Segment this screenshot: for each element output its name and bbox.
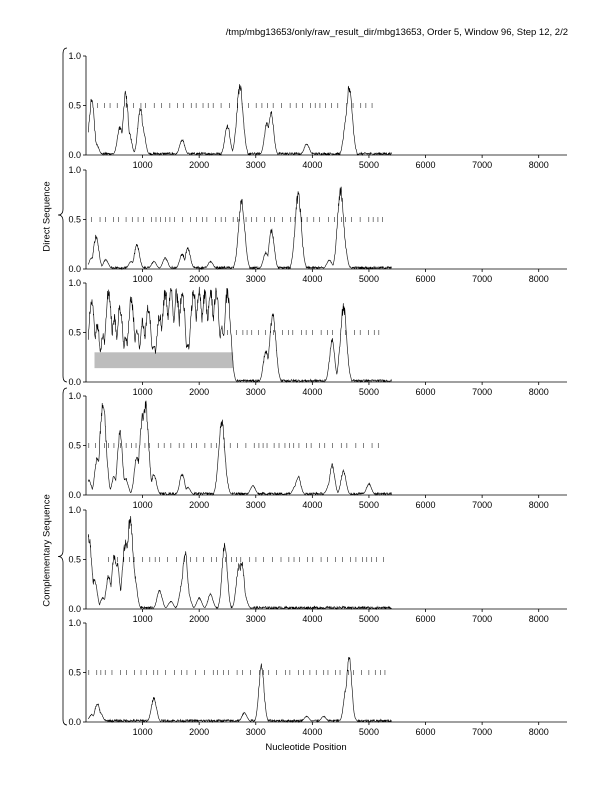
complementary-sequence-label: Complementary Sequence [41, 494, 53, 607]
x-tick-label: 4000 [302, 387, 323, 397]
y-tick-label: 0.5 [68, 554, 81, 565]
x-tick-label: 2000 [189, 274, 210, 284]
y-tick-label: 0.5 [68, 440, 81, 451]
x-tick-label: 8000 [528, 387, 549, 397]
y-tick-label: 1.0 [68, 278, 81, 288]
x-tick-label: 6000 [415, 274, 436, 284]
x-tick-label: 2000 [189, 387, 210, 397]
x-tick-label: 1000 [132, 274, 153, 284]
series-line [88, 187, 391, 269]
complementary-group-brace [58, 388, 67, 725]
x-tick-label: 5000 [358, 160, 379, 170]
x-tick-label: 4000 [302, 274, 323, 284]
x-tick-label: 3000 [245, 160, 266, 170]
header-title: /tmp/mbg13653/only/raw_result_dir/mbg13653, Order 5, Window 96, Step 12, 2/2 [225, 27, 568, 38]
series-line [88, 657, 391, 722]
series-line [88, 84, 391, 155]
y-tick-label: 0.0 [68, 150, 81, 160]
y-tick-label: 0.5 [68, 327, 81, 338]
x-tick-label: 6000 [415, 614, 436, 624]
panel-5 [68, 505, 567, 624]
x-tick-label: 5000 [358, 387, 379, 397]
x-tick-label: 4000 [302, 500, 323, 510]
y-tick-label: 0.0 [68, 264, 81, 274]
x-tick-label: 1000 [132, 160, 153, 170]
y-tick-label: 0.0 [68, 717, 81, 727]
x-tick-label: 8000 [528, 274, 549, 284]
x-tick-label: 3000 [245, 500, 266, 510]
y-tick-label: 0.5 [68, 667, 81, 678]
y-tick-label: 1.0 [68, 505, 81, 515]
x-tick-label: 6000 [415, 160, 436, 170]
x-tick-label: 8000 [528, 614, 549, 624]
x-tick-label: 5000 [358, 274, 379, 284]
x-tick-label: 8000 [528, 727, 549, 737]
panel-6 [68, 618, 567, 737]
x-tick-label: 7000 [472, 274, 493, 284]
series-line [88, 401, 391, 495]
x-tick-label: 8000 [528, 500, 549, 510]
x-tick-label: 4000 [302, 727, 323, 737]
x-tick-label: 4000 [302, 614, 323, 624]
highlight-region [94, 352, 233, 368]
y-tick-label: 0.0 [68, 604, 81, 614]
y-tick-label: 1.0 [68, 165, 81, 175]
x-tick-label: 8000 [528, 160, 549, 170]
y-tick-label: 0.5 [68, 214, 81, 225]
y-tick-label: 1.0 [68, 391, 81, 401]
x-tick-label: 6000 [415, 387, 436, 397]
x-tick-label: 1000 [132, 727, 153, 737]
series-line [88, 516, 391, 609]
y-tick-label: 0.0 [68, 377, 81, 387]
x-tick-label: 7000 [472, 500, 493, 510]
x-tick-label: 3000 [245, 274, 266, 284]
x-tick-label: 2000 [189, 160, 210, 170]
x-tick-label: 3000 [245, 387, 266, 397]
x-tick-label: 5000 [358, 614, 379, 624]
x-tick-label: 2000 [189, 500, 210, 510]
x-tick-label: 6000 [415, 727, 436, 737]
x-axis-label: Nucleotide Position [265, 742, 347, 753]
direct-group-brace [58, 48, 67, 382]
y-tick-label: 1.0 [68, 51, 81, 61]
direct-sequence-label: Direct Sequence [41, 181, 53, 252]
x-tick-label: 4000 [302, 160, 323, 170]
x-tick-label: 7000 [472, 160, 493, 170]
x-tick-label: 5000 [358, 727, 379, 737]
x-tick-label: 2000 [189, 614, 210, 624]
panel-3 [68, 278, 567, 397]
y-tick-label: 1.0 [68, 618, 81, 628]
y-tick-label: 0.0 [68, 490, 81, 500]
x-tick-label: 5000 [358, 500, 379, 510]
x-tick-label: 3000 [245, 727, 266, 737]
x-tick-label: 6000 [415, 500, 436, 510]
x-tick-label: 7000 [472, 614, 493, 624]
x-tick-label: 7000 [472, 727, 493, 737]
panel-2 [68, 165, 567, 284]
x-tick-label: 1000 [132, 500, 153, 510]
panel-1 [68, 51, 567, 170]
x-tick-label: 7000 [472, 387, 493, 397]
panel-4 [68, 391, 567, 510]
x-tick-label: 1000 [132, 387, 153, 397]
x-tick-label: 2000 [189, 727, 210, 737]
x-tick-label: 1000 [132, 614, 153, 624]
x-tick-label: 3000 [245, 614, 266, 624]
y-tick-label: 0.5 [68, 100, 81, 111]
